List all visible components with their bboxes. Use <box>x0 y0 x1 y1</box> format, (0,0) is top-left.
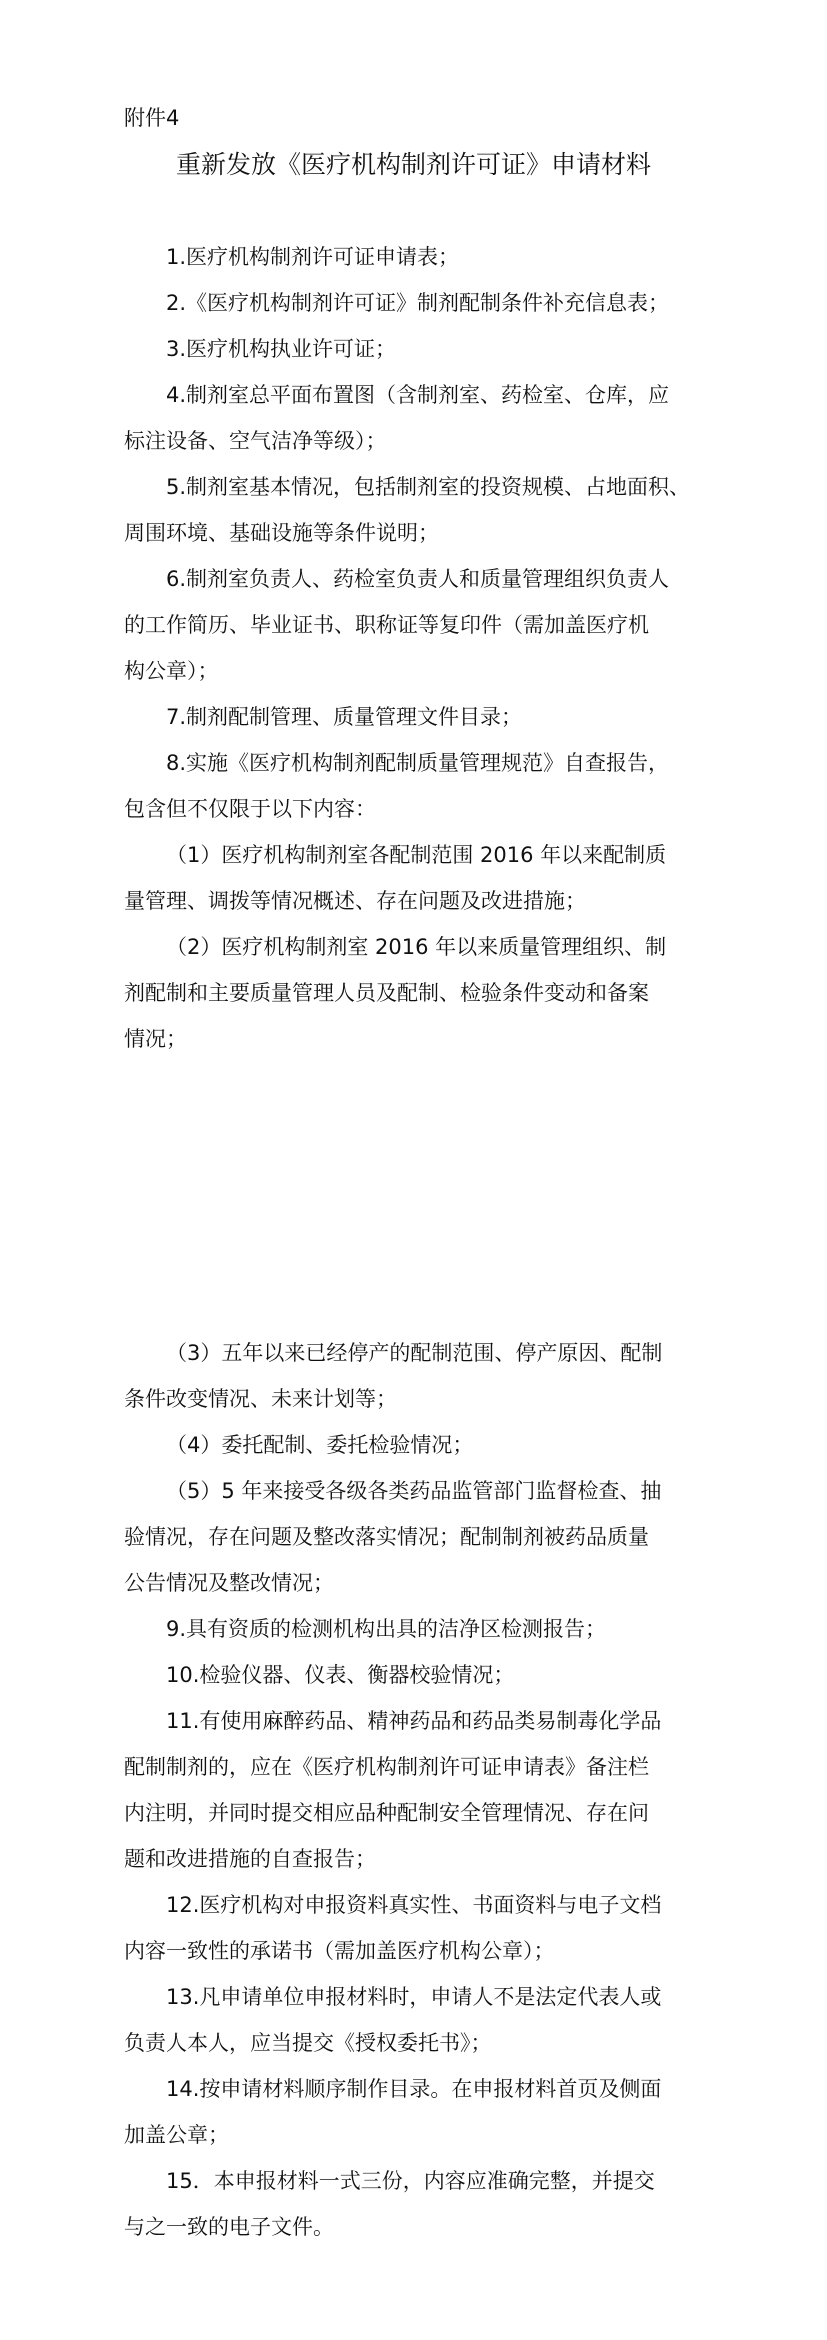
item-11 <box>124 1698 714 1882</box>
item-1 <box>124 234 714 280</box>
item-10 <box>124 1652 714 1698</box>
text-line: 5.制剂室基本情况，包括制剂室的投资规模、占地面积、 <box>166 475 691 499</box>
text-line: 公告情况及整改情况； <box>124 1571 334 1595</box>
text-line: 条件改变情况、未来计划等； <box>124 1387 397 1411</box>
item-9 <box>124 1606 714 1652</box>
text-line: 周围环境、基础设施等条件说明； <box>124 521 439 545</box>
text-line: 14.按申请材料顺序制作目录。在申报材料首页及侧面 <box>166 2077 662 2101</box>
text-line: 加盖公章； <box>124 2123 229 2147</box>
item-8-3 <box>124 1330 714 1422</box>
item-13 <box>124 1974 714 2066</box>
item-15 <box>124 2158 714 2250</box>
text-line: 内注明，并同时提交相应品种配制安全管理情况、存在问 <box>124 1801 649 1825</box>
item-4 <box>124 372 714 464</box>
text-line: 构公章）； <box>124 659 219 683</box>
item-14 <box>124 2066 714 2158</box>
text-line: 内容一致性的承诺书（需加盖医疗机构公章）； <box>124 1939 555 1963</box>
text-line: 情况； <box>124 1027 187 1051</box>
text-line: 2.《医疗机构制剂许可证》制剂配制条件补充信息表； <box>166 291 670 315</box>
text-line: 8.实施《医疗机构制剂配制质量管理规范》自查报告， <box>166 751 670 775</box>
text-line: 剂配制和主要质量管理人员及配制、检验条件变动和备案 <box>124 981 649 1005</box>
text-line: 量管理、调拨等情况概述、存在问题及改进措施； <box>124 889 586 913</box>
item-5 <box>124 464 714 556</box>
item-6 <box>124 556 714 694</box>
text-line: （5）5 年来接受各级各类药品监管部门监督检查、抽 <box>166 1479 662 1503</box>
item-2 <box>124 280 714 326</box>
text-line: 配制制剂的，应在《医疗机构制剂许可证申请表》备注栏 <box>124 1755 649 1779</box>
item-7 <box>124 694 714 740</box>
text-line: 1.医疗机构制剂许可证申请表； <box>166 245 460 269</box>
text-line: （3）五年以来已经停产的配制范围、停产原因、配制 <box>166 1341 663 1365</box>
text-line: 13.凡申请单位申报材料时，申请人不是法定代表人或 <box>166 1985 662 2009</box>
text-line: （2）医疗机构制剂室 2016 年以来质量管理组织、制 <box>166 935 667 959</box>
text-line: 11.有使用麻醉药品、精神药品和药品类易制毒化学品 <box>166 1709 662 1733</box>
text-line: 3.医疗机构执业许可证； <box>166 337 397 361</box>
text-line: 15．本申报材料一式三份，内容应准确完整，并提交 <box>166 2169 655 2193</box>
item-12 <box>124 1882 714 1974</box>
text-line: （1）医疗机构制剂室各配制范围 2016 年以来配制质 <box>166 843 667 867</box>
text-line: 负责人本人，应当提交《授权委托书》； <box>124 2031 492 2055</box>
text-line: 6.制剂室负责人、药检室负责人和质量管理组织负责人 <box>166 567 670 591</box>
text-line: 包含但不仅限于以下内容： <box>124 797 376 821</box>
text-line: 4.制剂室总平面布置图（含制剂室、药检室、仓库，应 <box>166 383 670 407</box>
item-8-4 <box>124 1422 714 1468</box>
text-line: 9.具有资质的检测机构出具的洁净区检测报告； <box>166 1617 607 1641</box>
attachment-label: 附件4 <box>124 106 180 130</box>
text-line: 12.医疗机构对申报资料真实性、书面资料与电子文档 <box>166 1893 662 1917</box>
item-8-2 <box>124 924 714 1062</box>
text-line: 题和改进措施的自查报告； <box>124 1847 376 1871</box>
item-8-5 <box>124 1468 714 1606</box>
text-line: 与之一致的电子文件。 <box>124 2215 334 2239</box>
item-3 <box>124 326 714 372</box>
text-line: 10.检验仪器、仪表、衡器校验情况； <box>166 1663 515 1687</box>
text-line: 的工作简历、毕业证书、职称证等复印件（需加盖医疗机 <box>124 613 649 637</box>
text-line: 标注设备、空气洁净等级）； <box>124 429 387 453</box>
page-title: 重新发放《医疗机构制剂许可证》申请材料 <box>175 150 651 179</box>
text-line: （4）委托配制、委托检验情况； <box>166 1433 474 1457</box>
item-8 <box>124 740 714 832</box>
text-line: 验情况，存在问题及整改落实情况；配制制剂被药品质量 <box>124 1525 649 1549</box>
item-8-1 <box>124 832 714 924</box>
text-line: 7.制剂配制管理、质量管理文件目录； <box>166 705 523 729</box>
